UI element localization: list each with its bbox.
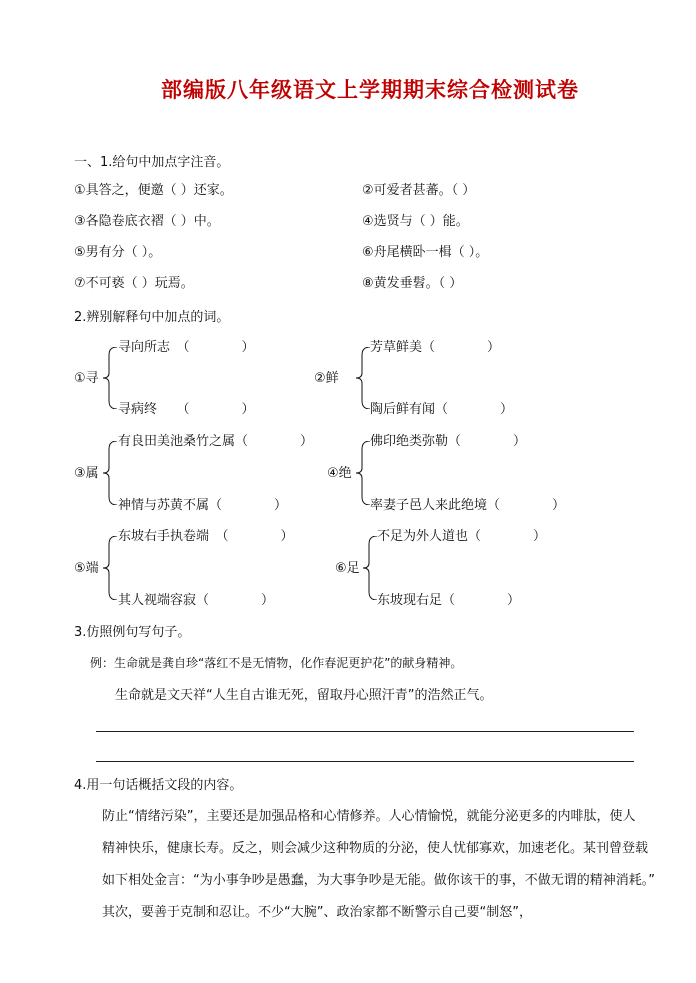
q2-sentence-bottom: 东坡现右足（ ） [377,593,521,608]
q2-word-label: ⑤端 [74,561,99,576]
q1-item: ①具答之，便邀（ ）还家。 [74,183,233,198]
brace-icon [103,441,119,505]
q3-example: 例：生命就是龚自珍“落红不是无情物，化作春泥更护花”的献身精神。 [90,656,463,670]
q2-word-label: ①寻 [74,371,99,386]
brace-icon [363,536,379,600]
q2-sentence-top: 芳草鲜美（ ） [370,340,501,355]
q1-heading: 一、1.给句中加点字注音。 [74,155,230,170]
q2-sentence-bottom: 神情与苏黄不属（ ） [118,498,288,513]
q4-paragraph-line: 其次，要善于克制和忍让。不少“大腕”、政治家都不断警示自己要“制怒”， [102,905,532,920]
q1-item: ⑥舟尾横卧一楫（ ）。 [362,245,489,260]
q2-heading: 2.辨别解释句中加点的词。 [74,310,230,325]
q1-item: ⑤男有分（ ）。 [74,245,162,260]
q1-item: ③各隐卷底衣褶（ ）中。 [74,214,220,229]
q2-word-label: ②鲜 [314,371,339,386]
q2-sentence-top: 东坡右手执卷端 （ ） [118,529,294,544]
q4-paragraph-line: 精神快乐，健康长寿。反之，则会减少这种物质的分泌，使人忧郁寡欢，加速老化。某刊曾登载 [102,841,649,856]
q4-paragraph-line: 如下相处金言：“为小事争吵是愚蠢，为大事争吵是无能。做你该干的事，不做无谓的精神消耗。” [102,873,655,888]
q3-given-sentence: 生命就是文天祥“人生自古谁无死，留取丹心照汗青”的浩然正气。 [115,688,493,703]
q2-sentence-bottom: 寻病终 （ ） [118,402,255,417]
page-title: 部编版八年级语文上学期期末综合检测试卷 [161,78,579,102]
q4-heading: 4.用一句话概括文段的内容。 [74,778,243,793]
q2-sentence-top: 有良田美池桑竹之属（ ） [118,434,314,449]
q2-word-label: ③属 [74,466,99,481]
q2-sentence-top: 寻向所志 （ ） [118,340,255,355]
q2-sentence-bottom: 陶后鲜有闻（ ） [370,402,514,417]
q4-paragraph-line: 防止“情绪污染”，主要还是加强品格和心情修养。人心情愉悦，就能分泌更多的内啡肽，使人 [102,809,636,824]
q3-heading: 3.仿照例句写句子。 [74,625,191,640]
q2-sentence-top: 不足为外人道也（ ） [377,529,547,544]
brace-icon [103,536,119,600]
q2-sentence-bottom: 率妻子邑人来此绝境（ ） [370,498,566,513]
q2-word-label: ④绝 [327,466,352,481]
brace-icon [103,347,119,409]
brace-icon [356,347,372,409]
answer-line[interactable] [96,731,634,732]
q1-item: ⑧黄发垂髫。（ ） [362,276,463,291]
brace-icon [356,441,372,505]
q2-word-label: ⑥足 [335,561,360,576]
q1-item: ⑦不可亵（ ）玩焉。 [74,276,194,291]
q2-sentence-bottom: 其人视端容寂（ ） [118,593,275,608]
answer-line[interactable] [96,761,634,762]
q2-sentence-top: 佛印绝类弥勒（ ） [370,434,527,449]
q1-item: ②可爱者甚蕃。（ ） [362,183,476,198]
q1-item: ④选贤与（ ）能。 [362,214,469,229]
